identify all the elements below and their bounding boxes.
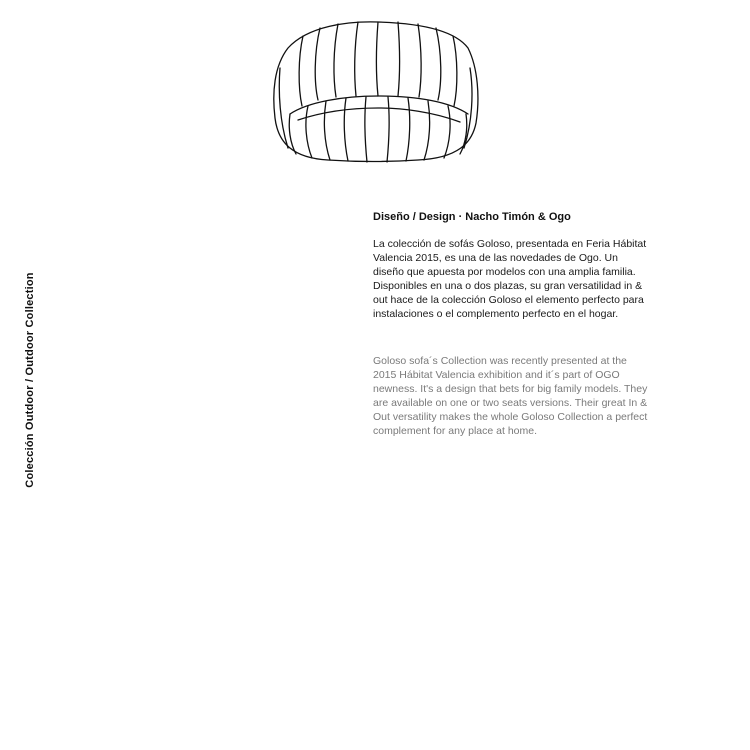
description-block (373, 210, 648, 439)
goloso-sofa-icon (268, 18, 482, 164)
design-heading: Diseño / Design · Nacho Timón & Ogo (373, 211, 571, 223)
description-spanish: La colección de sofás Goloso, presentada en Feria Hábitat Valencia 2015, es una de las novedades de Ogo. Un diseño que apuesta por modelos con una amplia familia. Disponibles en una o dos plazas, su gran versatilidad in & out hace de la colección Goloso el elemento perfecto para instalaciones o el complemento perfecto en el hogar. (373, 238, 647, 320)
description-english: Goloso sofa´s Collection was recently presented at the 2015 Hábitat Valencia exhibition and it´s part of OGO newness. It's a design that bets for big family models. They are available on one or two seats versions. Their great In & Out versatility makes the whole Goloso Collection a perfect complement for any place at home. (373, 355, 648, 437)
side-collection-label: Colección Outdoor / Outdoor Collection (24, 272, 36, 488)
